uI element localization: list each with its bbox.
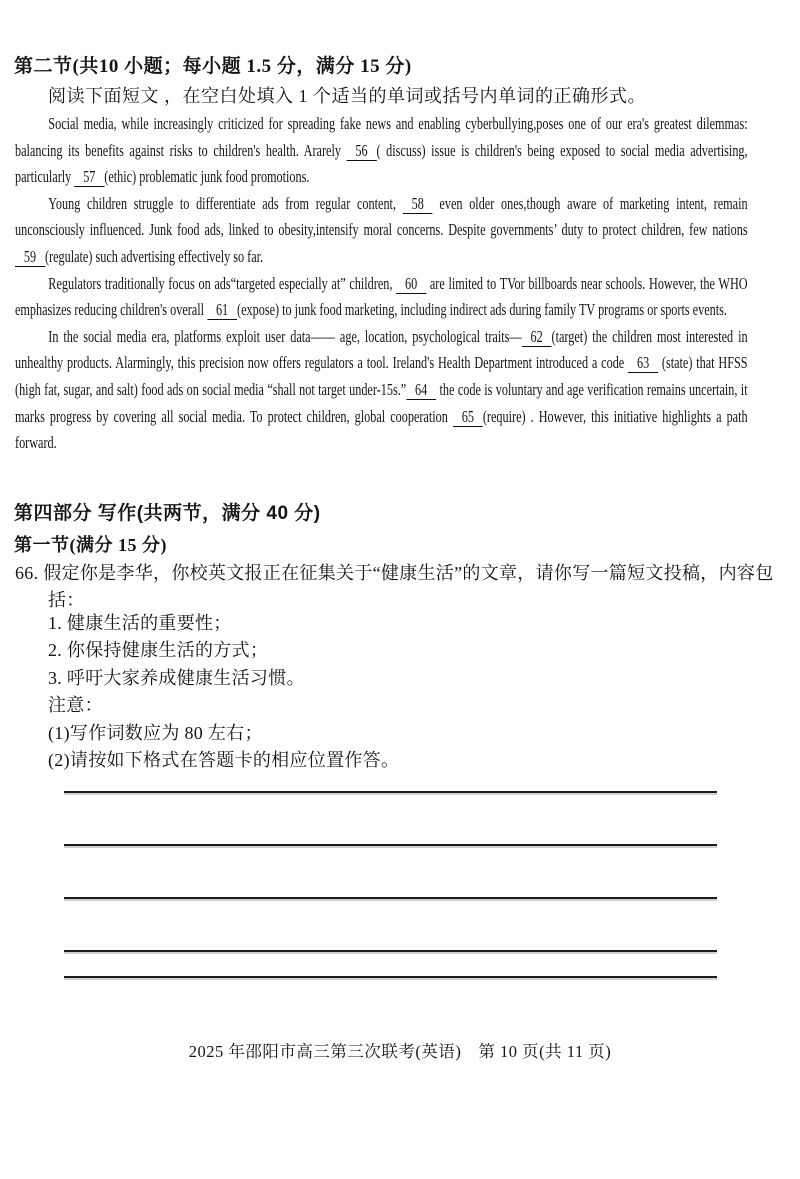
cloze-blank-58: 58 <box>403 194 433 214</box>
part4-section1-heading: 第一节(满分 15 分) <box>14 535 167 555</box>
question-66-requirements <box>48 610 748 774</box>
cloze-blank-57: 57 <box>74 167 104 187</box>
passage-paragraph: In the social media era, platforms exploit user data—— age, location, psychological traits— 62 (target) the children most interested in unhealthy products. Alarmingly, this precision now offers regulators a tool. Ireland's Health Department introduced a code 63 (state) that HFSS (high fat, sugar, and salt) food ads on social media “shall not target under-15s.” 64 the code is voluntary and age verification remains uncertain, it marks progress by covering all social media. To protect children, global cooperation 65 (require) . However, this initiative highlights a path forward. <box>15 326 748 453</box>
essay-point: 3. 呼吁大家养成健康生活习惯。 <box>48 667 305 688</box>
question-66 <box>15 560 780 614</box>
cloze-blank-61: 61 <box>207 300 237 320</box>
question-66-number: 66. <box>15 563 39 583</box>
cloze-blank-56: 56 <box>347 141 377 161</box>
answer-line <box>64 976 717 978</box>
cloze-blank-60: 60 <box>396 274 426 294</box>
answer-line <box>64 950 717 952</box>
cloze-blank-64: 64 <box>406 380 436 400</box>
passage-paragraph: Social media, while increasingly criticized for spreading fake news and enabling cyberbullying,poses one of our era's greatest dilemmas: balancing its benefits against risks to children's health. Ararely 56 ( discuss) issue is children's being exposed to social media advertising, particularly 57 (ethic) problematic junk food promotions. <box>15 114 748 187</box>
notice-label: 注意： <box>48 695 103 716</box>
page-footer: 2025 年邵阳市高三第三次联考(英语) 第 10 页(共 11 页) <box>188 1042 612 1061</box>
cloze-passage <box>15 111 748 457</box>
cloze-blank-59: 59 <box>15 247 45 267</box>
answer-line <box>64 791 717 793</box>
question-66-prompt: 假定你是李华，你校英文报正在征集关于“健康生活”的文章，请你写一篇短文投稿，内容包括： <box>43 563 774 610</box>
notice-item: (2)请按如下格式在答题卡的相应位置作答。 <box>48 750 400 771</box>
cloze-blank-65: 65 <box>453 407 483 427</box>
notice-item: (1)写作词数应为 80 左右； <box>48 722 263 743</box>
cloze-blank-63: 63 <box>628 353 658 373</box>
section2-heading: 第二节(共10 小题；每小题 1.5 分，满分 15 分) <box>14 56 412 77</box>
section2-instruction: 阅读下面短文 ，在空白处填入 1 个适当的单词或括号内单词的正确形式。 <box>48 86 646 106</box>
essay-point: 1. 健康生活的重要性； <box>48 613 232 633</box>
part4-heading: 第四部分 写作(共两节，满分 40 分) <box>14 503 321 524</box>
passage-paragraph: Young children struggle to differentiate ads from regular content, 58 even older ones,though aware of marketing intent, remain unconsciously influenced. Junk food ads, linked to obesity,intensify moral concerns. Despite governments’ duty to protect children, few nations 59 (regulate) such advertising effectively so far. <box>15 193 748 266</box>
essay-point: 2. 你保持健康生活的方式； <box>48 640 269 661</box>
answer-line <box>64 844 717 846</box>
passage-paragraph: Regulators traditionally focus on ads“targeted especially at” children, 60 are limited to TVor billboards near schools. However, the WHO emphasizes reducing children's overall 61 (expose) to junk food marketing, including indirect ads during family TV programs or sports events. <box>15 273 748 320</box>
answer-line <box>64 897 717 899</box>
cloze-blank-62: 62 <box>522 327 552 347</box>
